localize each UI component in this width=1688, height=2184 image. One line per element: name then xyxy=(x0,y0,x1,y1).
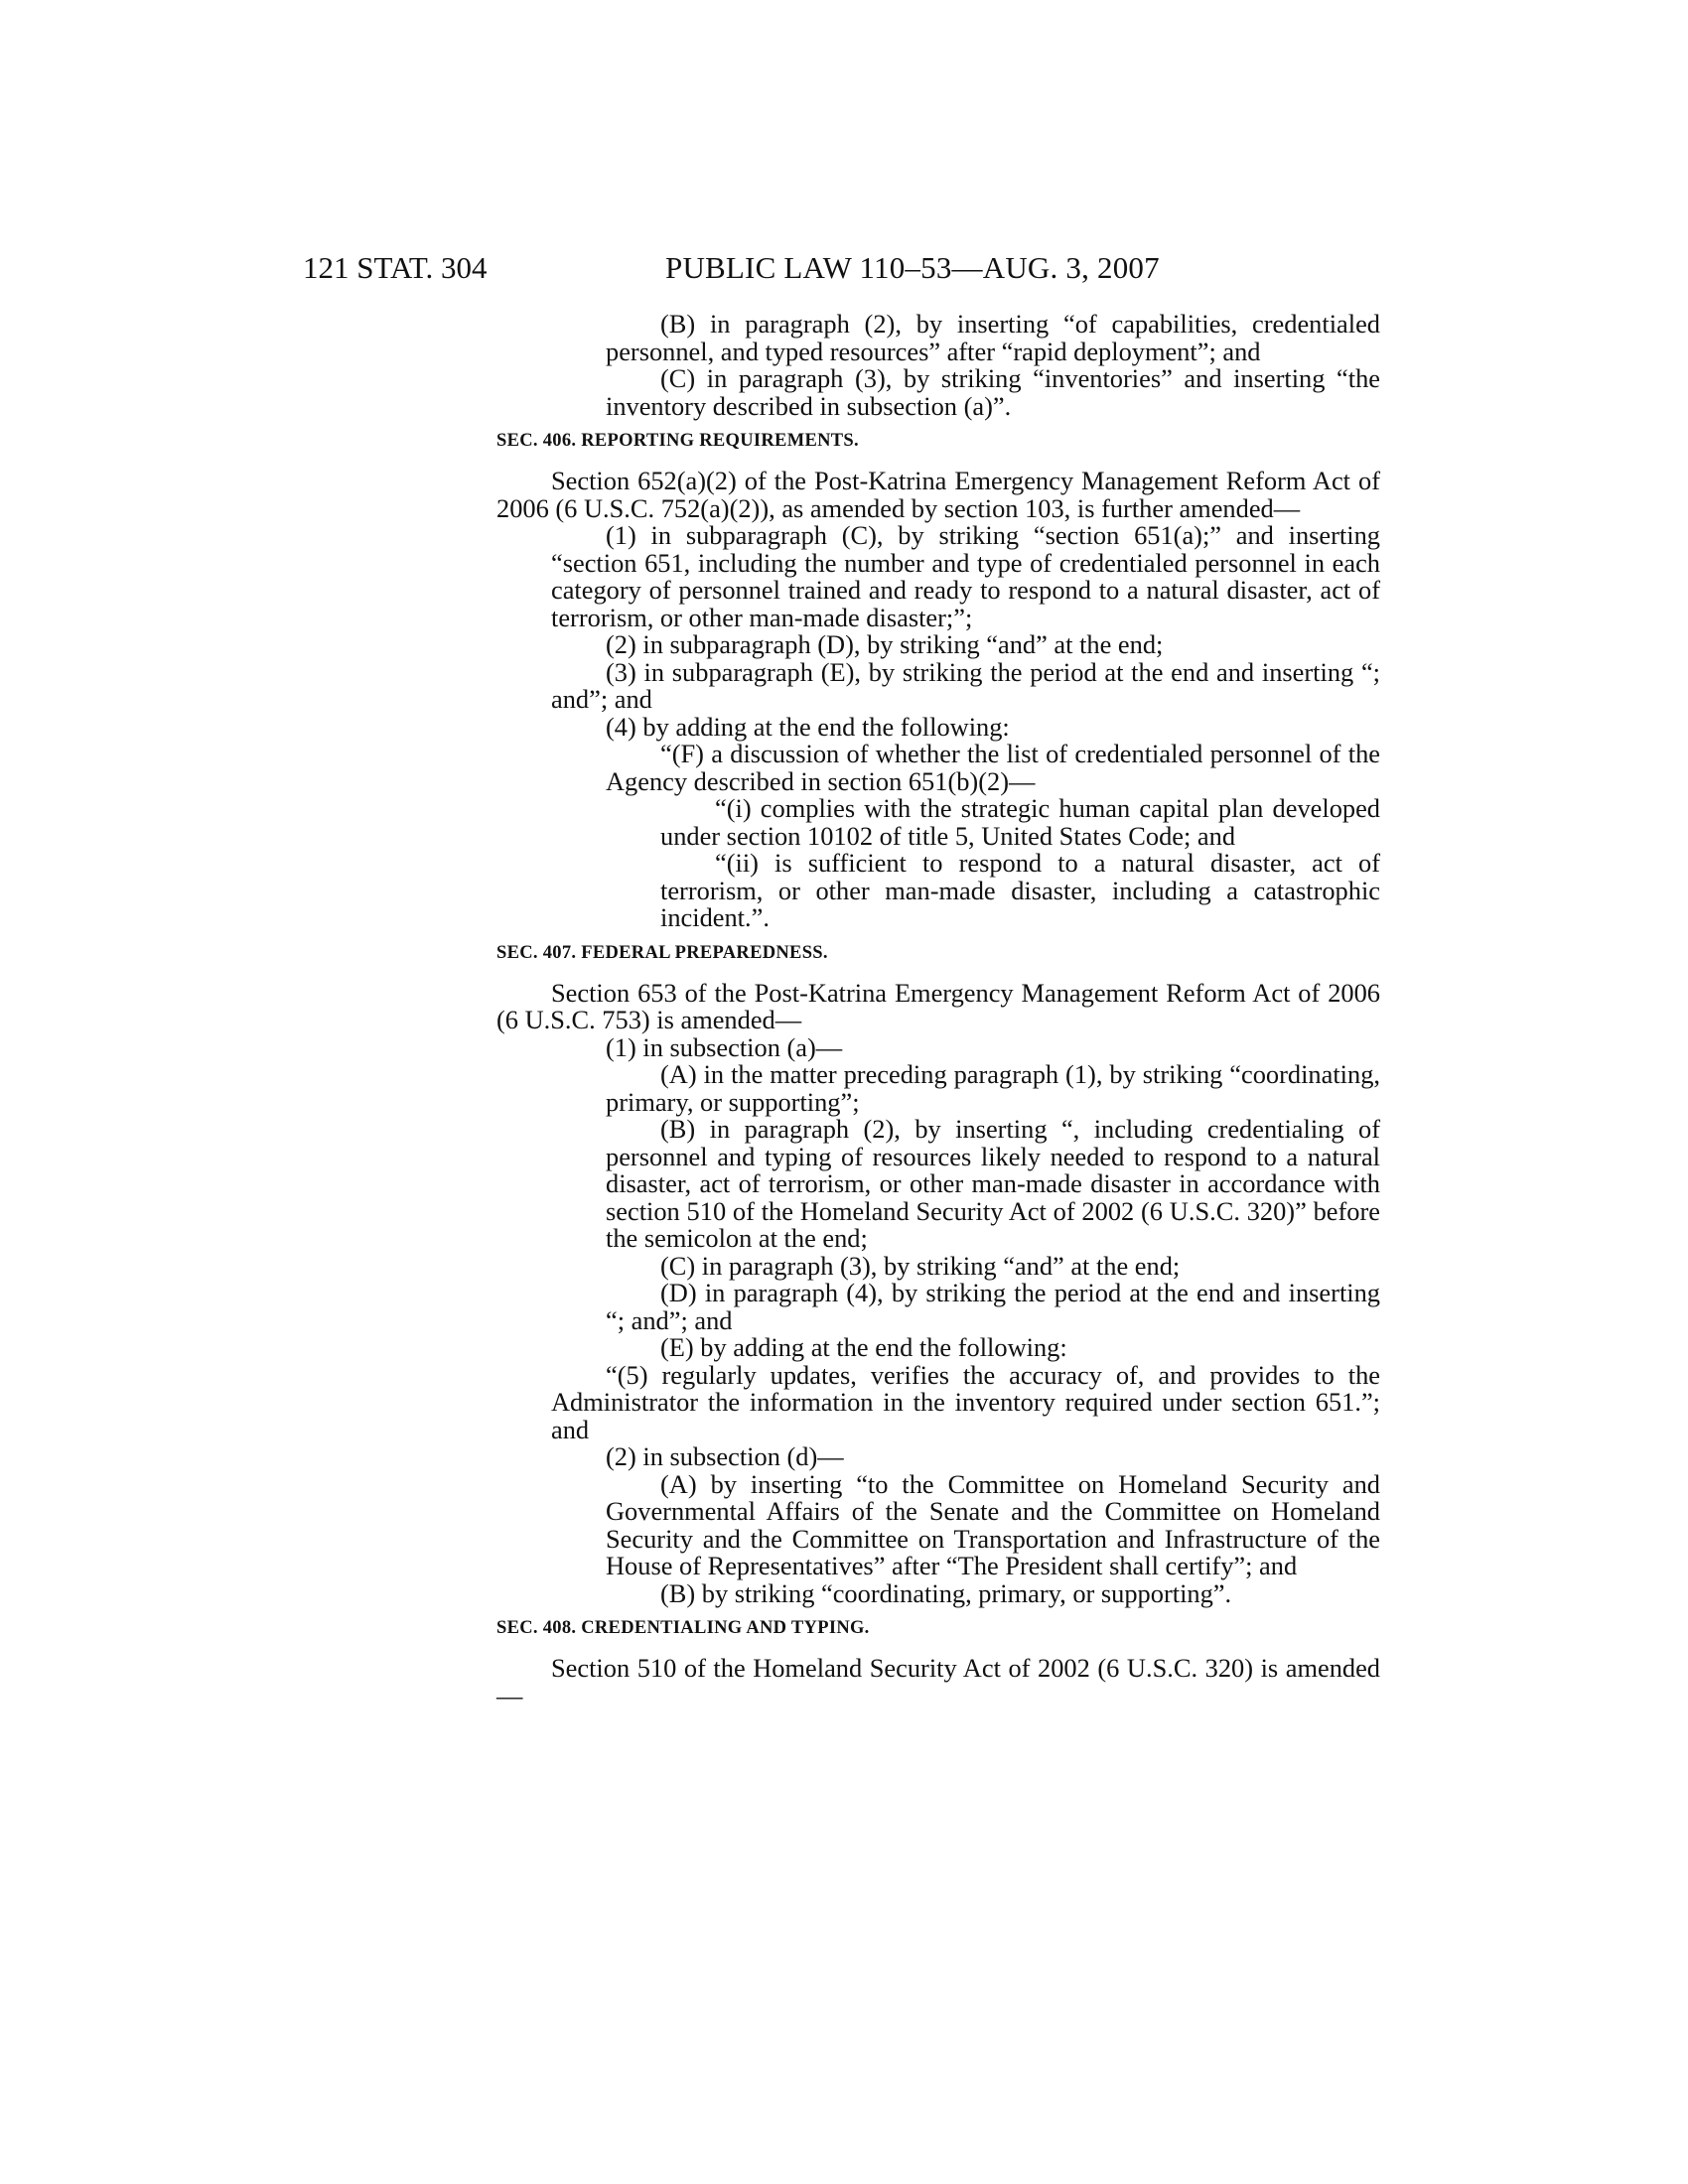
document-body xyxy=(496,311,1380,1709)
section-heading-408: SEC. 408. CREDENTIALING AND TYPING. xyxy=(496,1618,870,1638)
public-law-title: PUBLIC LAW 110–53—AUG. 3, 2007 xyxy=(665,250,1160,285)
paragraph: (4) by adding at the end the following: xyxy=(606,711,1010,742)
section-heading-407: SEC. 407. FEDERAL PREPAREDNESS. xyxy=(496,942,828,963)
paragraph: (E) by adding at the end the following: xyxy=(660,1332,1067,1362)
paragraph: “(5) regularly updates, verifies the accuracy of, and provides to the Administrator the information in the inventory required under section 651.”; and xyxy=(551,1359,1380,1444)
paragraph: (C) in paragraph (3), by striking “and” at the end; xyxy=(660,1250,1181,1281)
paragraph: (2) in subparagraph (D), by striking “and” at the end; xyxy=(606,629,1164,659)
paragraph: “(ii) is sufficient to respond to a natural disaster, act of terrorism, or other man-made disaster, including a catastrophic incident.”. xyxy=(660,848,1380,932)
paragraph: (D) in paragraph (4), by striking the period at the end and inserting “; and”; and xyxy=(606,1278,1380,1335)
paragraph: Section 652(a)(2) of the Post-Katrina Emergency Management Reform Act of 2006 (6 U.S.C. 752(a)(2)), as amended by section 103, is further amended— xyxy=(496,466,1380,523)
paragraph: (A) by inserting “to the Committee on Homeland Security and Governmental Affairs of the Senate and the Committee on Homeland Security and the Committee on Transportation and Infrastructure of the House of Representatives” after “The President shall certify”; and xyxy=(606,1468,1380,1580)
section-heading-406: SEC. 406. REPORTING REQUIREMENTS. xyxy=(496,431,859,451)
paragraph: (B) in paragraph (2), by inserting “of capabilities, credentialed personnel, and typed resources” after “rapid deployment”; and xyxy=(606,309,1380,366)
paragraph: (1) in subparagraph (C), by striking “section 651(a);” and inserting “section 651, including the number and type of credentialed personnel in each category of personnel trained and ready to respond to a natural disaster, act of terrorism, or other man-made disaster;”; xyxy=(551,520,1380,632)
paragraph: (3) in subparagraph (E), by striking the period at the end and inserting “; and”; and xyxy=(551,656,1380,714)
paragraph: “(F) a discussion of whether the list of credentialed personnel of the Agency described in section 651(b)(2)— xyxy=(606,739,1380,796)
paragraph: (1) in subsection (a)— xyxy=(606,1031,843,1062)
paragraph: “(i) complies with the strategic human capital plan developed under section 10102 of title 5, United States Code; and xyxy=(660,793,1380,851)
paragraph: (B) by striking “coordinating, primary, or supporting”. xyxy=(660,1577,1232,1608)
statute-page-number: 121 STAT. 304 xyxy=(303,250,488,285)
running-header xyxy=(0,248,1688,288)
paragraph: Section 653 of the Post-Katrina Emergency Management Reform Act of 2006 (6 U.S.C. 753) is amended— xyxy=(496,977,1380,1034)
paragraph: (C) in paragraph (3), by striking “inventories” and inserting “the inventory described in subsection (a)”. xyxy=(606,363,1380,421)
paragraph: Section 510 of the Homeland Security Act of 2002 (6 U.S.C. 320) is amended— xyxy=(496,1653,1380,1710)
paragraph: (B) in paragraph (2), by inserting “, including credentialing of personnel and typing of resources likely needed to respond to a natural disaster, act of terrorism, or other man-made disaster in accordance with section 510 of the Homeland Security Act of 2002 (6 U.S.C. 320)” before the semicolon at the end; xyxy=(606,1114,1380,1253)
paragraph: (A) in the matter preceding paragraph (1), by striking “coordinating, primary, or supporting”; xyxy=(606,1059,1380,1117)
paragraph: (2) in subsection (d)— xyxy=(606,1441,844,1471)
